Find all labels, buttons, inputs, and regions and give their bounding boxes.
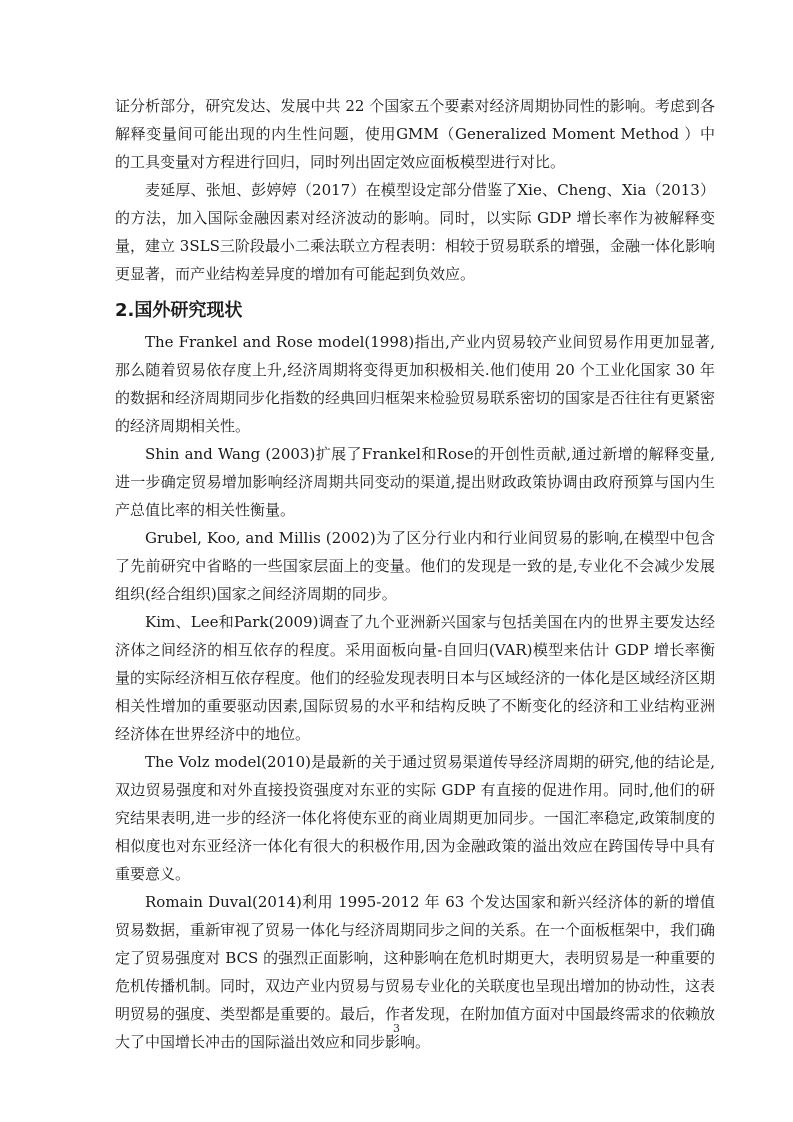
paragraph-grubel: Grubel, Koo, and Millis (2002)为了区分行业内和行业间贸易的影响,在模型中包含了先前研究中省略的一些国家层面上的变量。他们的发现是一致的是,专业化不会减少发展组织(经合组织)国家之间经济周期的同步。 (115, 529, 715, 603)
section-heading: 2.国外研究现状 (115, 300, 243, 321)
paragraph-kim-lee-park: Kim、Lee和Park(2009)调查了九个亚洲新兴国家与包括美国在内的世界主要发达经济体之间经济的相互依存的程度。采用面板向量-自回归(VAR)模型来估计 GDP 增长率衡量的实际经济相互依存程度。他们的经验发现表明日本与区域经济的一体化是区域经济区期相关性增加的重要驱动因素,国际贸易的水平和结构反映了不断变化的经济和工业结构亚洲经济体在世界经济中的地位。 (115, 613, 716, 743)
page-number: 3 (393, 1022, 400, 1035)
document-page (115, 92, 715, 1056)
paragraph-shin-wang: Shin and Wang (2003)扩展了Frankel和Rose的开创性贡献,通过新增的解释变量,进一步确定贸易增加影响经济周期共同变动的渠道,提出财政政策协调由政府预算与国内生产总值比率的相关性衡量。 (115, 445, 715, 519)
paragraph-duval: Romain Duval(2014)利用 1995-2012 年 63 个发达国家和新兴经济体的新的增值贸易数据，重新审视了贸易一体化与经济周期同步之间的关系。在一个面板框架中，我们确定了贸易强度对 BCS 的强烈正面影响，这种影响在危机时期更大，表明贸易是一种重要的危机传播机制。同时，双边产业内贸易与贸易专业化的关联度也呈现出增加的协动性，这表明贸易的强度、类型都是重要的。最后，作者发现，在附加值方面对中国最终需求的依赖放大了中国增长冲击的国际溢出效应和同步影响。 (115, 893, 716, 1051)
paragraph-volz: The Volz model(2010)是最新的关于通过贸易渠道传导经济周期的研究,他的结论是,双边贸易强度和对外直接投资强度对东亚的实际 GDP 有直接的促进作用。同时,他们的研究结果表明,进一步的经济一体化将使东亚的商业周期更加同步。一国汇率稳定,政策制度的相似度也对东亚经济一体化有很大的积极作用,因为金融政策的溢出效应在跨国传导中具有重要意义。 (115, 753, 715, 883)
paragraph-continuation: 证分析部分，研究发达、发展中共 22 个国家五个要素对经济周期协同性的影响。考虑到各解释变量间可能出现的内生性问题，使用GMM（Generalized Moment Method ）中的工具变量对方程进行回归，同时列出固定效应面板模型进行对比。 (115, 97, 715, 171)
paragraph-frankel-rose: The Frankel and Rose model(1998)指出,产业内贸易较产业间贸易作用更加显著,那么随着贸易依存度上升,经济周期将变得更加积极相关.他们使用 20 个工业化国家 30 年的数据和经济周期同步化指数的经典回归框架来检验贸易联系密切的国家是否往往有更紧密的经济周期相关性。 (115, 333, 716, 435)
paragraph-mai: 麦延厚、张旭、彭婷婷（2017）在模型设定部分借鉴了Xie、Cheng、Xia（2013）的方法，加入国际金融因素对经济波动的影响。同时，以实际 GDP 增长率作为被解释变量，建立 3SLS三阶段最小二乘法联立方程表明：相较于贸易联系的增强，金融一体化影响更显著，而产业结构差异度的增加有可能起到负效应。 (115, 181, 715, 283)
